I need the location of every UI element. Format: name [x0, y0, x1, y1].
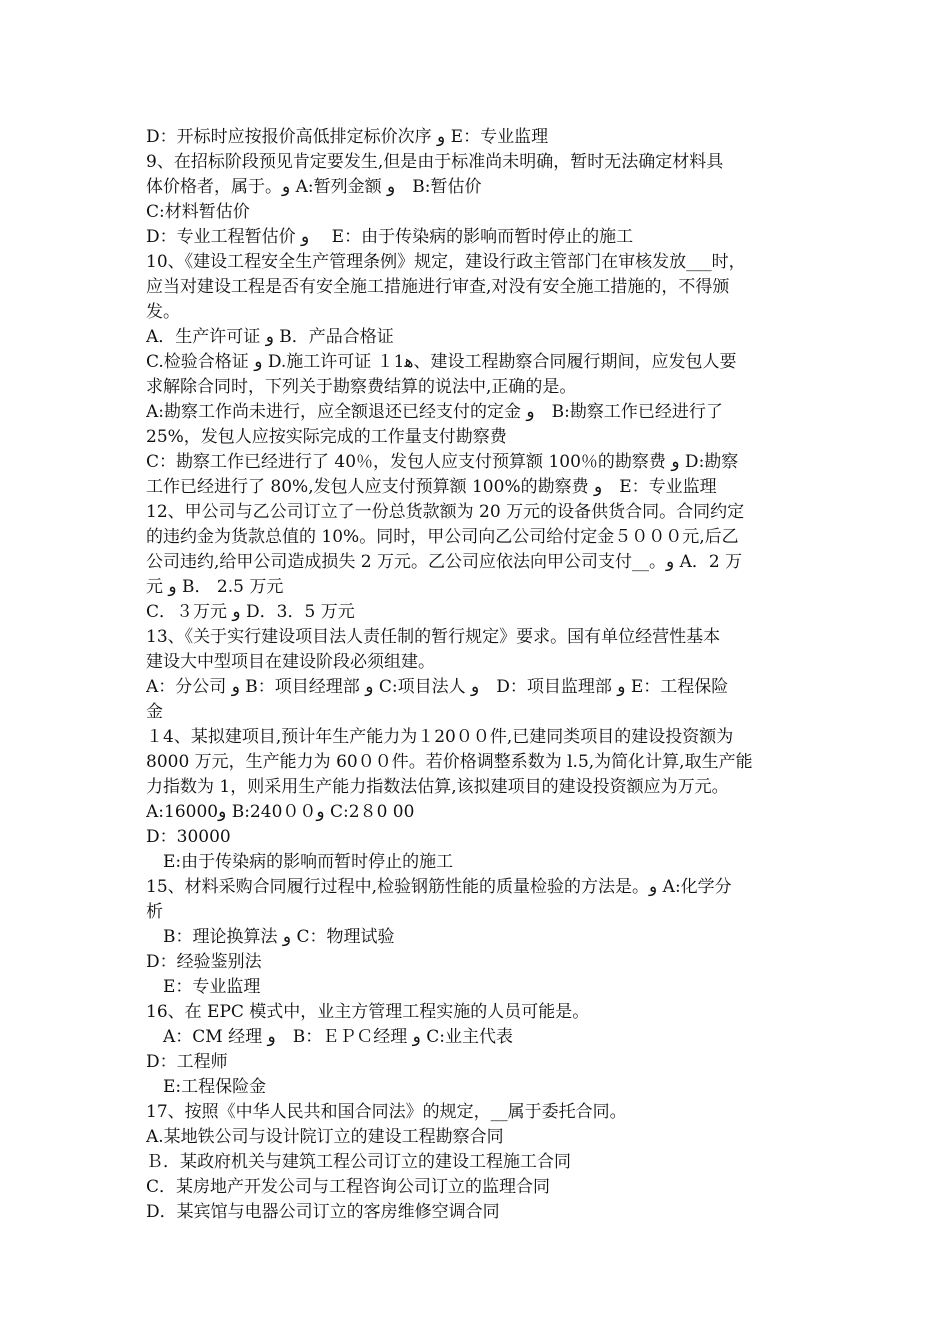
text-line: D：经验鉴别法 — [146, 952, 262, 972]
text-line: 8000 万元，生产能力为 60００件。若价格调整系数为 l.5,为简化计算,取生产能 — [146, 752, 753, 772]
text-line: D：开标时应按报价高低排定标价次序‎ و E：专业监理 — [146, 127, 549, 147]
text-line: A.某地铁公司与设计院订立的建设工程勘察合同 — [146, 1127, 504, 1147]
text-line: D：专业工程暂估价 و E：由于传染病的影响而暂时停止的施工 — [146, 227, 634, 247]
text-line: A：CM 经理 و B：ＥＰＣ经理 و C:业主代表 — [146, 1027, 513, 1047]
text-line: 建设大中型项目在建设阶段必须组建。 — [146, 652, 435, 672]
text-line: １4、某拟建项目,预计年生产能力为１20００件,已建同类项目的建设投资额为 — [146, 727, 734, 747]
text-line: D：工程师 — [146, 1052, 228, 1072]
text-line: C:材料暂估价 — [146, 202, 250, 222]
text-line: Ｂ．某政府机关与建筑工程公司订立的建设工程施工合同 — [146, 1152, 571, 1172]
text-line: 工作已经进行了 80%,发包人应支付预算额 100%的勘察费 و E：专业监理 — [146, 477, 717, 497]
text-line: A：分公司 و B：项目经理部 و C:项目法人 و D：项目监理部 و E：工程保险 — [146, 677, 729, 697]
text-line: E:由于传染病的影响而暂时停止的施工 — [146, 852, 454, 872]
text-line: 发。 — [146, 302, 180, 322]
text-line: E:工程保险金 — [146, 1077, 267, 1097]
text-line: B：理论换算法 و C：物理试验 — [146, 927, 395, 947]
text-line: 16、在 EPC 模式中，业主方管理工程实施的人员可能是。 — [146, 1002, 590, 1022]
text-line: 12、甲公司与乙公司订立了一份总货款额为 20 万元的设备供货合同。合同约定 — [146, 502, 745, 522]
text-line: 15、材料采购合同履行过程中,检验钢筋性能的质量检验的方法是。و A:化学分 — [146, 877, 732, 897]
text-line: C：勘察工作已经进行了 40％，发包人应支付预算额 100％的勘察费 و D:勘察 — [146, 452, 739, 472]
text-line: E：专业监理 — [146, 977, 261, 997]
text-line: 13、《关于实行建设项目法人责任制的暂行规定》要求。国有单位经营性基本 — [146, 627, 721, 647]
text-line: A．生产许可证 و B．产品合格证 — [146, 327, 394, 347]
text-line: 公司违约,给甲公司造成损失 2 万元。乙公司应依法向甲公司支付__。و A．2 万 — [146, 552, 743, 572]
text-line: 元 و B． 2.5 万元 — [146, 577, 284, 597]
text-line: 力指数为 1，则采用生产能力指数法估算,该拟建项目的建设投资额应为万元。 — [146, 777, 729, 797]
text-line: C.检验合格证 و D.施工许可证 １1ﻫ、建设工程勘察合同履行期间，应发包人要 — [146, 352, 737, 372]
text-line: 金 — [146, 702, 163, 722]
text-line: C．３万元 و D．3．5 万元 — [146, 602, 355, 622]
text-line: 应当对建设工程是否有安全施工措施进行审查,对没有安全施工措施的，不得颁 — [146, 277, 730, 297]
text-line: A:勘察工作尚未进行，应全额退还已经支付的定金 و B:勘察工作已经进行了 — [146, 402, 723, 422]
text-line: D．某宾馆与电器公司订立的客房维修空调合同 — [146, 1202, 500, 1222]
text-line: 25%，发包人应按实际完成的工作量支付勘察费 — [146, 427, 507, 447]
text-line: 的违约金为货款总值的 10%。同时，甲公司向乙公司给付定金５０００元,后乙 — [146, 527, 739, 547]
text-line: 10、《建设工程安全生产管理条例》规定，建设行政主管部门在审核发放___时， — [146, 252, 746, 272]
text-line: 9、在招标阶段预见肯定要发生,但是由于标准尚未明确，暂时无法确定材料具 — [146, 152, 724, 172]
text-line: 体价格者，属于。و A:暂列金额 و B:暂估价 — [146, 177, 482, 197]
text-line: 求解除合同时，下列关于勘察费结算的说法中,正确的是。 — [146, 377, 577, 397]
text-line: C．某房地产开发公司与工程咨询公司订立的监理合同 — [146, 1177, 551, 1197]
text-line: 析 — [146, 902, 163, 922]
text-line: 17、按照《中华人民共和国合同法》的规定，__属于委托合同。 — [146, 1102, 627, 1122]
text-line: D：30000 — [146, 827, 231, 847]
text-line: A:16000و B:240００و C:2８0 00 — [146, 802, 415, 822]
